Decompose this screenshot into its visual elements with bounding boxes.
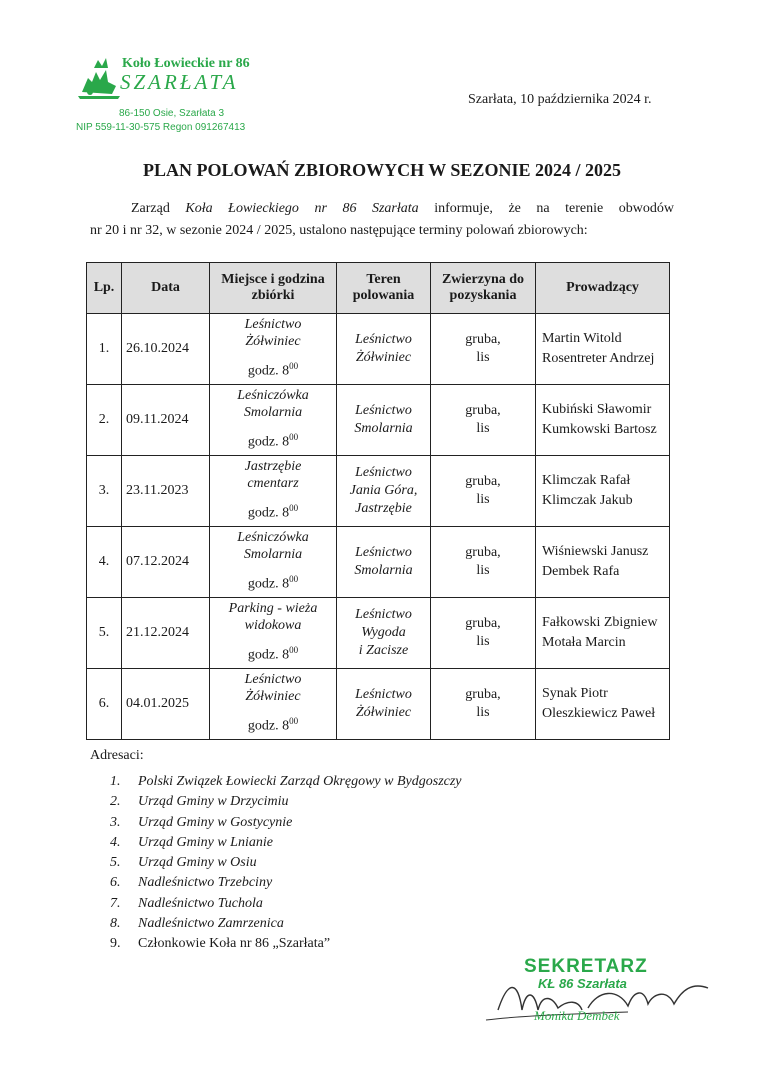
table-header-row [87, 263, 670, 314]
addressee-item [110, 894, 462, 914]
addressee-item [110, 914, 462, 934]
place-date: Szarłata, 10 października 2024 r. [468, 92, 652, 107]
row-lead: Klimczak Rafał Klimczak Jakub [536, 456, 670, 527]
addressee-number: 8. [110, 916, 121, 932]
row-lp: 3. [87, 456, 122, 527]
addressee-number: 6. [110, 875, 121, 891]
row-date: 04.01.2025 [122, 669, 210, 740]
row-game: gruba, lis [431, 527, 536, 598]
addressee-number: 4. [110, 834, 121, 850]
row-date: 23.11.2023 [122, 456, 210, 527]
row-hour: godz. $8^{00}$ [247, 503, 299, 521]
row-place [210, 669, 337, 740]
row-hour: godz. $8^{00}$ [247, 432, 299, 450]
row-game: gruba, lis [431, 669, 536, 740]
addressee-text: Urząd Gminy w Gostycynie [138, 814, 293, 830]
stamp-person: Monika Dembek [534, 1008, 620, 1023]
header-terrain: Teren polowania [337, 263, 431, 314]
hunt-plan-table [86, 262, 670, 740]
row-terrain: Leśnictwo Żółwiniec [337, 314, 431, 385]
row-lead: Martin Witold Rosentreter Andrzej [536, 314, 670, 385]
addressee-number: 9. [110, 936, 121, 952]
stamp-club: KŁ 86 Szarłata [538, 976, 627, 991]
row-place-name: Leśniczówka Smolarnia [237, 388, 309, 420]
row-hour: godz. $8^{00}$ [247, 716, 299, 734]
row-game: gruba, lis [431, 314, 536, 385]
club-line: Koło Łowieckie nr 86 [122, 56, 250, 71]
row-terrain: Leśnictwo Żółwiniec [337, 669, 431, 740]
row-place-name: Parking - wieża widokowa [228, 601, 318, 633]
row-terrain: Leśnictwo Wygoda i Zacisze [337, 598, 431, 669]
addressee-text: Urząd Gminy w Lnianie [138, 834, 273, 850]
addressee-text: Polski Związek Łowiecki Zarząd Okręgowy w Bydgoszczy [138, 774, 462, 789]
addressee-item [110, 853, 462, 873]
row-hour: godz. $8^{00}$ [247, 645, 299, 663]
header-game: Zwierzyna do pozyskania [431, 263, 536, 314]
row-game: gruba, lis [431, 385, 536, 456]
addressee-number: 2. [110, 794, 121, 810]
addressee-number: 5. [110, 855, 121, 871]
row-lp: 1. [87, 314, 122, 385]
row-game: gruba, lis [431, 598, 536, 669]
club-ids: NIP 559-11-30-575 Regon 091267413 [76, 122, 246, 133]
intro-line-1 [90, 198, 674, 220]
addressees-title: Adresaci: [90, 748, 144, 763]
header-place: Miejsce i godzina zbiórki [210, 263, 337, 314]
row-place-name: Leśnictwo Żółwiniec [244, 317, 302, 349]
row-lead: Synak Piotr Oleszkiewicz Paweł [536, 669, 670, 740]
row-lp: 6. [87, 669, 122, 740]
row-place-name: Leśnictwo Żółwiniec [244, 672, 302, 704]
header-lead: Prowadzący [536, 263, 670, 314]
addressee-text: Członkowie Koła nr 86 „Szarłata” [138, 936, 331, 952]
header-lp: Lp. [87, 263, 122, 314]
intro-text [90, 198, 674, 242]
club-name: SZARŁATA [120, 70, 239, 94]
row-terrain: Leśnictwo Jania Góra, Jastrzębie [337, 456, 431, 527]
addressee-item [110, 813, 462, 833]
row-place [210, 598, 337, 669]
stamp-title: SEKRETARZ [524, 956, 648, 977]
row-game: gruba, lis [431, 456, 536, 527]
intro-club: Koła Łowieckiego nr 86 Szarłata [185, 201, 419, 216]
table-row [87, 669, 670, 740]
row-lead: Wiśniewski Janusz Dembek Rafa [536, 527, 670, 598]
row-place-name: Jastrzębie cmentarz [244, 459, 302, 491]
row-hour: godz. $8^{00}$ [247, 361, 299, 379]
addressee-number: 1. [110, 774, 121, 789]
table-row [87, 456, 670, 527]
table-row [87, 527, 670, 598]
row-lp: 5. [87, 598, 122, 669]
addressee-text: Urząd Gminy w Osiu [138, 855, 257, 871]
document-title: PLAN POLOWAŃ ZBIOROWYCH W SEZONIE 2024 / 2025 [143, 160, 621, 180]
row-lead: Fałkowski Zbigniew Motała Marcin [536, 598, 670, 669]
addressee-item [110, 873, 462, 893]
intro-end: informuje, że na terenie obwodów [418, 201, 675, 216]
addressee-text: Nadleśnictwo Tuchola [138, 895, 263, 911]
row-date: 26.10.2024 [122, 314, 210, 385]
table-row [87, 598, 670, 669]
addressee-item [110, 833, 462, 853]
addressee-number: 3. [110, 814, 121, 830]
row-terrain: Leśnictwo Smolarnia [337, 527, 431, 598]
header-date: Data [122, 263, 210, 314]
row-hour: godz. $8^{00}$ [247, 574, 299, 592]
row-place [210, 527, 337, 598]
intro-start: Zarząd [131, 201, 186, 216]
addressee-item [110, 934, 462, 954]
intro-line-2: nr 20 i nr 32, w sezonie 2024 / 2025, ustalono następujące terminy polowań zbiorowych: [90, 223, 588, 238]
addressee-number: 7. [110, 895, 121, 911]
row-terrain: Leśnictwo Smolarnia [337, 385, 431, 456]
addressee-text: Urząd Gminy w Drzycimiu [138, 794, 289, 810]
row-place-name: Leśniczówka Smolarnia [237, 530, 309, 562]
row-place [210, 314, 337, 385]
addressee-text: Nadleśnictwo Zamrzenica [138, 916, 284, 932]
row-lp: 4. [87, 527, 122, 598]
row-date: 07.12.2024 [122, 527, 210, 598]
row-lp: 2. [87, 385, 122, 456]
row-date: 21.12.2024 [122, 598, 210, 669]
row-place [210, 456, 337, 527]
club-address: 86-150 Osie, Szarłata 3 [119, 108, 225, 119]
row-date: 09.11.2024 [122, 385, 210, 456]
table-row [87, 385, 670, 456]
addressee-item [110, 772, 462, 792]
addressee-item [110, 792, 462, 812]
row-lead: Kubiński Sławomir Kumkowski Bartosz [536, 385, 670, 456]
table-row [87, 314, 670, 385]
addressee-text: Nadleśnictwo Trzebciny [138, 875, 273, 891]
row-place [210, 385, 337, 456]
addressees-list [110, 772, 462, 955]
